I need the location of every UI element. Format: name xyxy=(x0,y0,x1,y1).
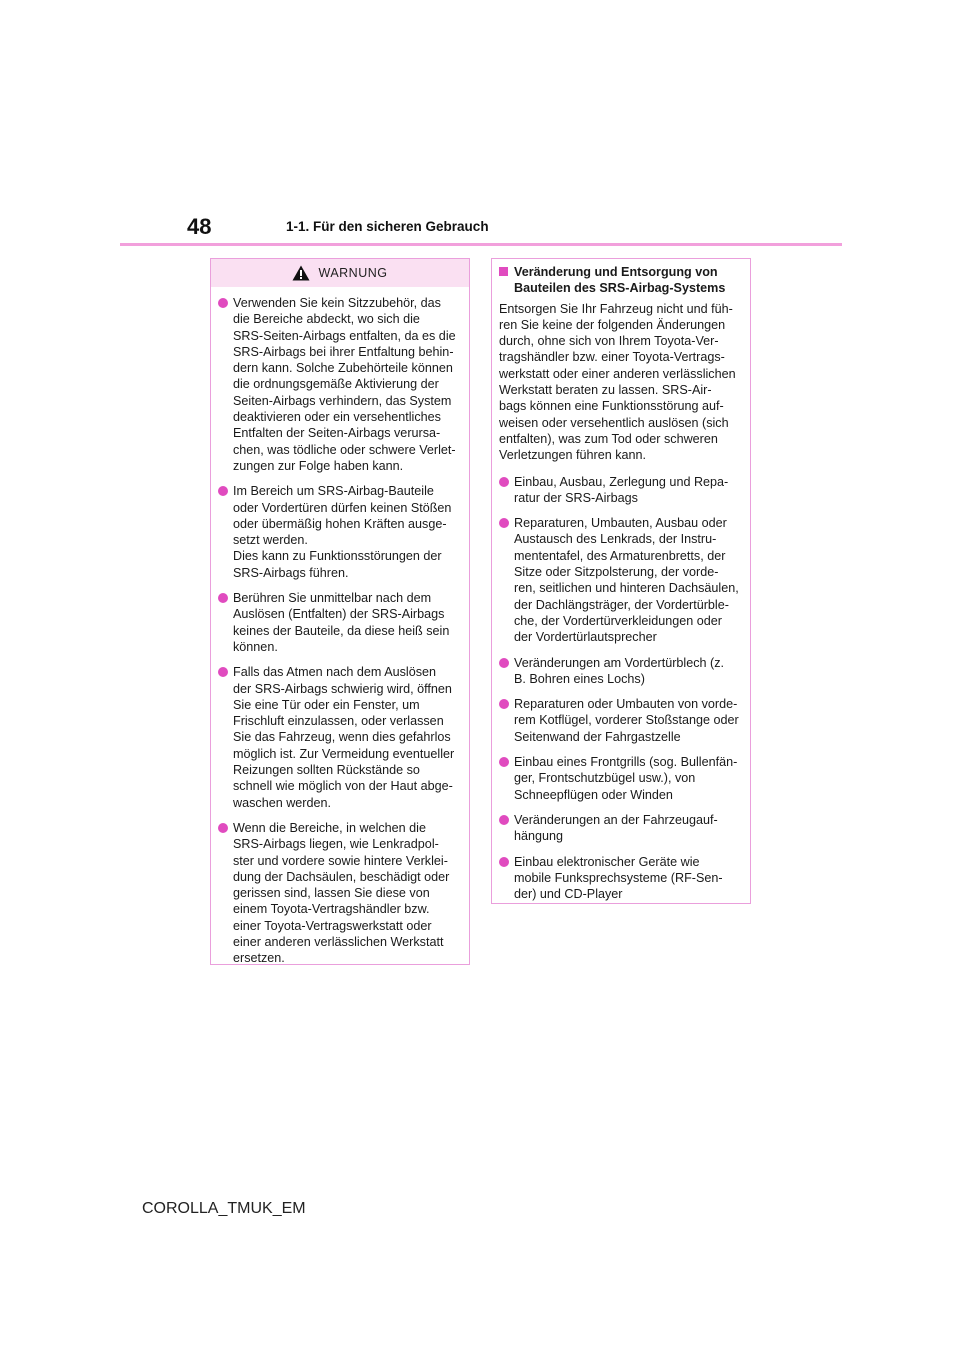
warning-triangle-icon xyxy=(292,265,310,281)
warning-item-text: Berühren Sie unmittelbar nach dem Auslösen (Entfalten) der SRS-Airbags keines der Bauteile, da diese heiß sein können. xyxy=(233,591,450,654)
info-paragraph: Entsorgen Sie Ihr Fahrzeug nicht und füh- ren Sie keine der folgenden Änderungen durch, ohne sich von Ihrem Toyota-Ver- tragshändler bzw. einer Toyota-Vertrags- werkstatt oder einer anderen verlässlichen Werkstatt beraten zu lassen. SRS-Air- bags können eine Funktionsstörung auf- weisen oder versehentlich auslösen (sich entfalten), was zum Tod oder schweren Verletzungen führen kann. xyxy=(499,301,736,463)
warning-item xyxy=(218,295,461,474)
bullet-dot-icon xyxy=(499,518,509,528)
info-item xyxy=(499,696,742,745)
warning-item xyxy=(218,590,461,655)
info-item-text: Veränderungen an der Fahrzeugauf- hängung xyxy=(514,812,718,844)
info-item-text: Reparaturen oder Umbauten von vorde- rem Kotflügel, vorderer Stoßstange oder Seitenwand der Fahrgastzelle xyxy=(514,697,739,744)
warning-item-text: Verwenden Sie kein Sitzzubehör, das die Bereiche abdeckt, wo sich die SRS-Seiten-Airbags entfalten, da es die SRS-Airbags bei ihrer Entfaltung behin- dern kann. Solche Zubehörteile können die ordnungsgemäße Aktivierung der Seiten-Airbags verhindern, das System deaktivieren oder ein versehentliches Entfalten der Seiten-Airbags verursa- chen, was tödliche oder schwere Verlet- zungen zur Folge haben kann. xyxy=(233,296,456,473)
bullet-dot-icon xyxy=(218,593,228,603)
info-item-text: Einbau, Ausbau, Zerlegung und Repa- ratur der SRS-Airbags xyxy=(514,474,729,505)
warning-item-text: Falls das Atmen nach dem Auslösen der SRS-Airbags schwierig wird, öffnen Sie eine Tür oder ein Fenster, um Frischluft einzulassen, oder verlassen Sie das Fahrzeug, wenn dies gefahrlos möglich ist. Zur Vermeidung eventueller Reizungen sollten Rückstände so schnell wie möglich von der Haut abge- waschen werden. xyxy=(233,665,455,810)
warning-item xyxy=(218,483,461,581)
warning-label: WARNUNG xyxy=(318,266,388,280)
info-box xyxy=(491,258,751,904)
bullet-dot-icon xyxy=(218,667,228,677)
warning-box xyxy=(210,258,470,965)
info-item-text: Einbau elektronischer Geräte wie mobile Funksprechsysteme (RF-Sen- der) und CD-Player xyxy=(514,854,723,902)
section-title: 1-1. Für den sicheren Gebrauch xyxy=(286,219,489,234)
warning-item xyxy=(218,820,461,967)
info-item xyxy=(499,474,742,507)
info-item-text: Reparaturen, Umbauten, Ausbau oder Austausch des Lenkrads, der Instru- mententafel, des Armaturenbretts, der Sitze oder Sitzpolsterung, der vorde- ren, seitlichen und hinteren Dachsäulen, der Dachlängsträger, der Vordertürble- che, der Vordertürverkleidungen oder der Vordertürlautsprecher xyxy=(514,516,739,645)
info-item xyxy=(499,812,742,845)
bullet-dot-icon xyxy=(218,298,228,308)
bullet-dot-icon xyxy=(499,815,509,825)
info-heading xyxy=(499,264,742,297)
info-item xyxy=(499,754,742,803)
info-item xyxy=(499,655,742,688)
square-bullet-icon xyxy=(499,267,508,276)
warning-item-text: Im Bereich um SRS-Airbag-Bauteile oder Vordertüren dürfen keinen Stößen oder übermäßig hohen Kräften ausge- setzt werden. Dies kann zu Funktionsstörungen der SRS-Airbags führen. xyxy=(233,484,452,580)
warning-item-text: Wenn die Bereiche, in welchen die SRS-Airbags liegen, wie Lenkradpol- ster und vordere sowie hintere Verklei- dung der Dachsäulen, beschädigt oder gerissen sind, lassen Sie diese von einem Toyota-Vertragshändler bzw. einer Toyota-Vertragswerkstatt oder einer anderen verlässlichen Werkstatt ersetzen. xyxy=(233,820,450,966)
warning-header xyxy=(211,259,469,287)
info-item-text: Veränderungen am Vordertürblech (z. B. Bohren eines Lochs) xyxy=(514,655,725,686)
bullet-dot-icon xyxy=(499,699,509,709)
footer-code: COROLLA_TMUK_EM xyxy=(142,1200,306,1217)
header-divider xyxy=(120,243,842,246)
info-item-text: Einbau eines Frontgrills (sog. Bullenfän- ger, Frontschutzbügel usw.), von Schneepflügen oder Winden xyxy=(514,755,738,802)
bullet-dot-icon xyxy=(218,823,228,833)
warning-content xyxy=(211,295,469,967)
info-content xyxy=(492,264,750,902)
bullet-dot-icon xyxy=(499,658,509,668)
warning-item xyxy=(218,664,461,811)
info-item xyxy=(499,515,742,645)
info-heading-text: Veränderung und Entsorgung von Bauteilen des SRS-Airbag-Systems xyxy=(514,265,726,296)
bullet-dot-icon xyxy=(499,477,509,487)
bullet-dot-icon xyxy=(218,486,228,496)
bullet-dot-icon xyxy=(499,857,509,867)
bullet-dot-icon xyxy=(499,757,509,767)
info-item xyxy=(499,854,742,903)
page-number: 48 xyxy=(187,214,212,239)
